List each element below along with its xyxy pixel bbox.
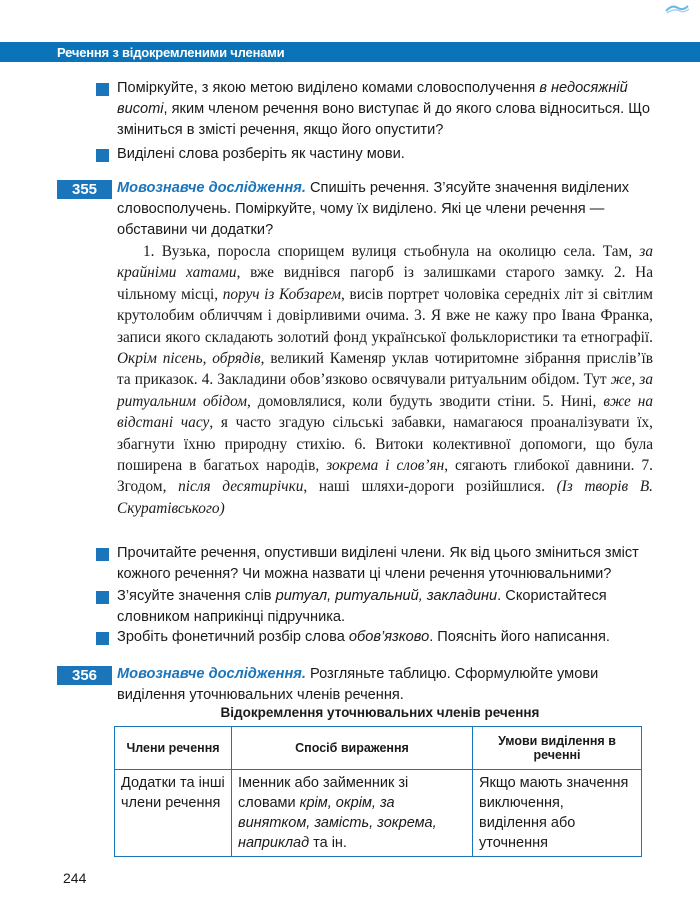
exercise-number-badge: 355	[57, 180, 112, 199]
intro-task-2: Виділені слова розберіть як частину мови.	[117, 146, 405, 162]
task-text: . Поясніть його написання.	[429, 629, 610, 645]
sentence-highlighted: зокрема і слов’ян	[326, 457, 445, 475]
sentence-text: , висів портрет чоловіка середніх літ зі світлим крутолобим обличчям і довірливими очима. 3. Я вже не кажу про Івана Франка, записи якого складають золотий фонд української фольклористики та етнографії.	[117, 285, 653, 346]
sentence-text: , наші шляхи-дороги розійшлися.	[303, 478, 557, 496]
exercise-title: Мовознавче дослідження.	[117, 180, 306, 196]
task-bullet-icon	[96, 83, 109, 96]
task-text: Зробіть фонетичний розбір слова	[117, 629, 349, 645]
sentence-text: , вже виднівся пагорб із залишками старого замку. 2. На чільному місці,	[117, 264, 653, 303]
table-header-cell: Умови виділення в реченні	[473, 727, 642, 770]
table-title: Відокремлення уточнювальних членів речення	[220, 705, 540, 720]
table-cell: Якщо мають значення виключення, виділення або уточнення	[473, 770, 642, 857]
exercise-355-task-3	[117, 627, 657, 648]
sentence-text: , великий Каменяр уклав чотиритомне зібрання прислів’їв та приказок. 4. Закладини обов’язково освячували ритуальним обідом. Тут	[117, 350, 653, 389]
task-text: . Скористайтеся словником наприкінці підручника.	[117, 588, 607, 625]
task-text: З’ясуйте значення слів	[117, 588, 276, 604]
sentence-highlighted: Окрім пісень, обрядів	[117, 350, 261, 368]
exercise-356-instruction: Мовознавче дослідження. Розгляньте таблицю. Сформулюйте умови виділення уточнювальних членів речення.	[117, 666, 599, 703]
exercise-title: Мовознавче дослідження.	[117, 666, 306, 682]
sentence-text: , я часто згадую сільські забавки, намагаюся проаналізувати їх, збагнути їхню природну стихію. 6. Витоки колективної допомоги, що була поширена в багатьох народів,	[117, 414, 653, 475]
task-highlighted: обов’язково	[348, 629, 430, 645]
sentence-text: 1. Вузька, поросла спорищем вулиця стьобнула на околицю села. Там,	[143, 243, 640, 260]
table-cell: Додатки та інші члени речення	[115, 770, 232, 857]
task-bullet-icon	[96, 149, 109, 162]
chapter-title: Речення з відокремленими членами	[57, 45, 285, 60]
table-header-cell: Члени речення	[115, 727, 232, 770]
intro-task-1: Поміркуйте, з якою метою виділено комами словосполучення в недосяжній висоті, яким членом речення воно виступає й до якого слова відноситься. Що зміниться в змісті речення, якщо його опустити?	[117, 80, 651, 138]
task-text: Прочитайте речення, опустивши виділені члени. Як від цього зміниться зміст кожного речення? Чи можна назвати ці члени речення уточнювальними?	[117, 545, 639, 582]
table-header-cell: Спосіб вираження	[232, 727, 473, 770]
sentence-highlighted: же, за ритуальним обідом	[117, 371, 653, 410]
exercise-355-sentences	[117, 241, 653, 519]
publisher-logo-icon	[664, 3, 690, 14]
table-header-row	[115, 727, 642, 770]
sentence-text: , сягають глибокої давнини. 7. Згодом,	[117, 457, 653, 496]
chapter-header-band	[0, 42, 700, 62]
sentence-highlighted: за крайніми хатами	[117, 243, 653, 282]
table-cell: Іменник або займенник зі словами крім, окрім, за винятком, замість, зокрема, наприклад та ін.	[232, 770, 473, 857]
sentence-highlighted: вже на відстані часу	[117, 392, 654, 432]
sentence-highlighted: поруч із Кобзарем	[222, 285, 341, 303]
exercise-355-task-1	[117, 543, 657, 585]
exercise-number-badge: 356	[57, 666, 112, 685]
separation-table	[114, 726, 642, 857]
task-bullet-icon	[96, 591, 109, 604]
sentence-highlighted: (Із творів В. Скуратівського)	[117, 478, 654, 517]
page-number: 244	[63, 870, 87, 886]
task-bullet-icon	[96, 548, 109, 561]
sentence-highlighted: після десятирічки	[178, 478, 304, 496]
task-bullet-icon	[96, 632, 109, 645]
table-row	[115, 770, 642, 857]
task-highlighted: ритуал, ритуальний, закладини	[275, 588, 498, 604]
exercise-355-instruction: Мовознавче дослідження. Спишіть речення. З’ясуйте значення виділених словосполучень. Поміркуйте, чому їх виділено. Які це члени речення — обставини чи додатки?	[117, 180, 630, 238]
exercise-355-task-2	[117, 586, 657, 628]
sentence-text: , домовлялися, коли будуть зводити стіни. 5. Нині,	[246, 392, 604, 410]
